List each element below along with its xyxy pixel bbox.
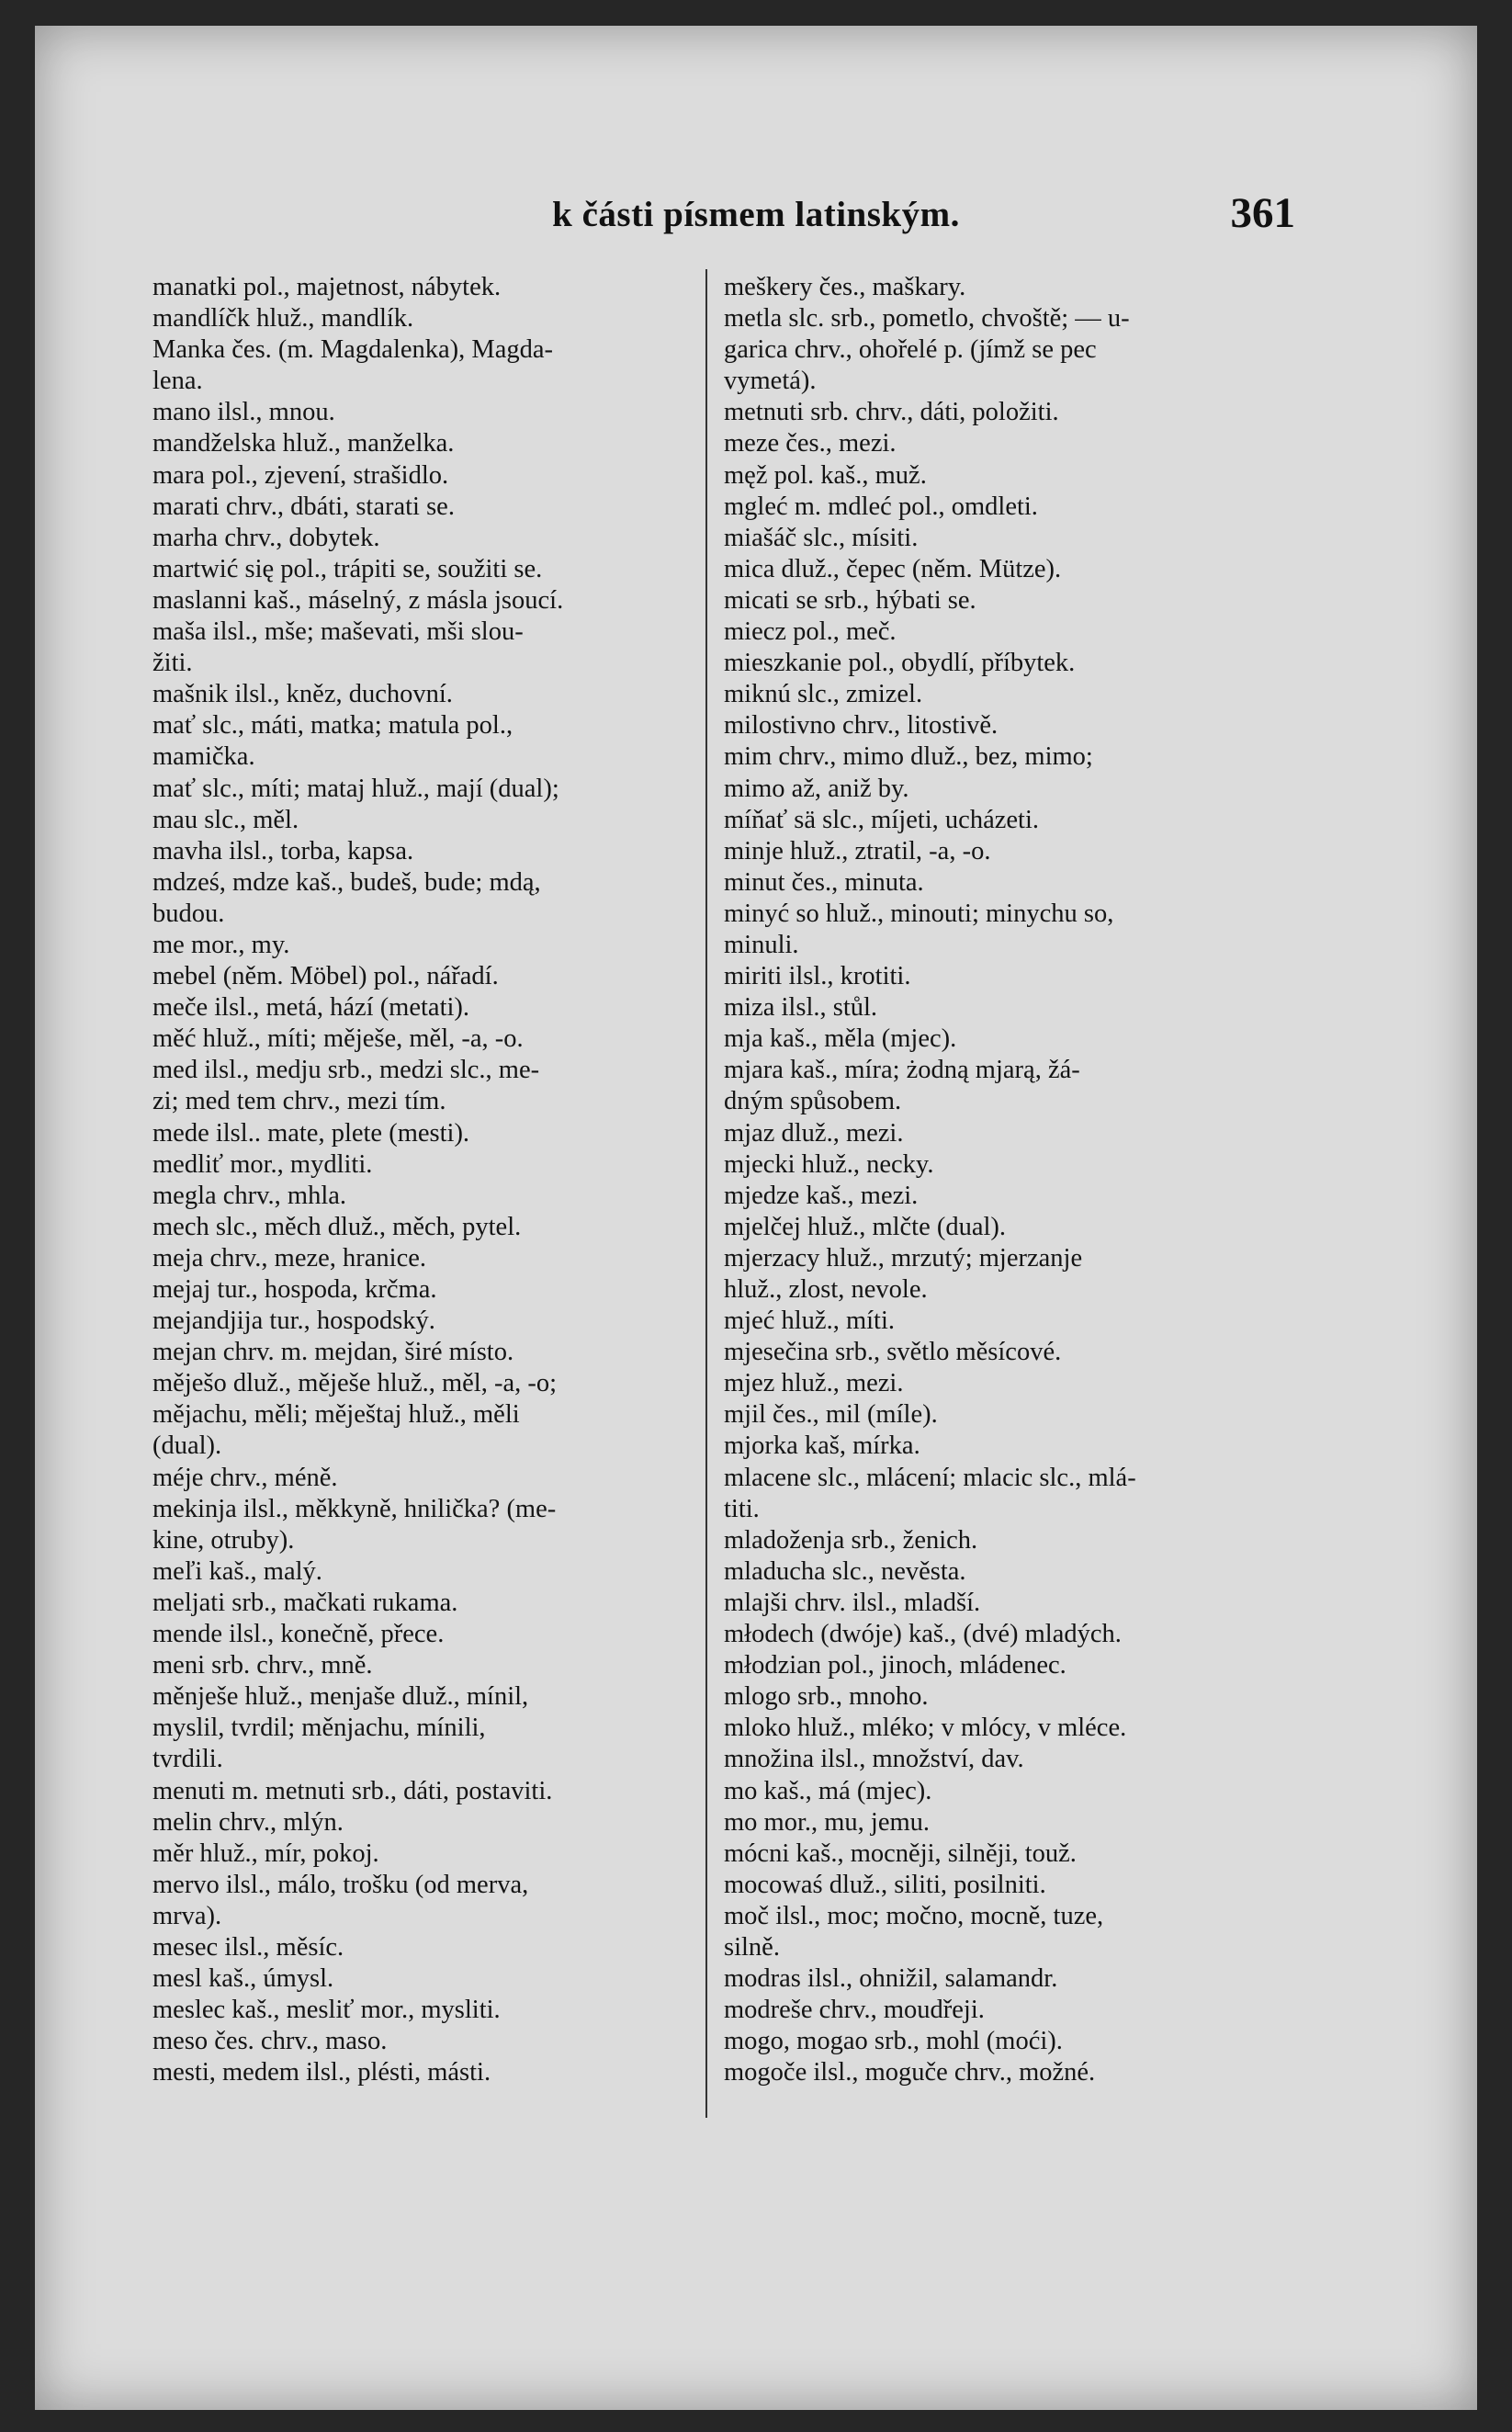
page-header bbox=[35, 187, 1477, 242]
dictionary-line: miecz pol., meč. bbox=[724, 617, 897, 647]
column-divider bbox=[705, 269, 707, 2118]
dictionary-line: mejandjija tur., hospodský. bbox=[152, 1306, 435, 1336]
dictionary-line: budou. bbox=[152, 899, 225, 928]
dictionary-line: tvrdili. bbox=[152, 1745, 223, 1774]
dictionary-line: zi; med tem chrv., mezi tím. bbox=[152, 1087, 446, 1116]
dictionary-line: mja kaš., měla (mjec). bbox=[724, 1024, 957, 1054]
dictionary-line: mjez hluž., mezi. bbox=[724, 1369, 904, 1398]
running-title: k části písmem latinským. bbox=[552, 195, 960, 234]
dictionary-line: miašáč slc., mísiti. bbox=[724, 523, 919, 552]
dictionary-line: hluž., zlost, nevole. bbox=[724, 1275, 928, 1304]
dictionary-line: (dual). bbox=[152, 1431, 222, 1461]
dictionary-line: měnješe hluž., menjaše dluž., mínil, bbox=[152, 1682, 529, 1712]
dictionary-line: mašnik ilsl., kněz, duchovní. bbox=[152, 680, 453, 709]
dictionary-line: mrva). bbox=[152, 1901, 222, 1930]
dictionary-line: mesl kaš., úmysl. bbox=[152, 1964, 334, 1994]
dictionary-line: marati chrv., dbáti, starati se. bbox=[152, 492, 455, 521]
dictionary-line: miza ilsl., stůl. bbox=[724, 993, 878, 1023]
dictionary-line: mlacene slc., mlácení; mlacic slc., mlá- bbox=[724, 1463, 1136, 1492]
dictionary-line: mimo až, aniž by. bbox=[724, 774, 909, 803]
dictionary-line: mladucha slc., nevěsta. bbox=[724, 1556, 966, 1586]
dictionary-line: žiti. bbox=[152, 649, 193, 678]
dictionary-line: medliť mor., mydliti. bbox=[152, 1149, 373, 1179]
dictionary-line: mejan chrv. m. mejdan, širé místo. bbox=[152, 1338, 514, 1367]
dictionary-line: med ilsl., medju srb., medzi slc., me- bbox=[152, 1056, 540, 1085]
dictionary-line: minyć so hluž., minouti; minychu so, bbox=[724, 899, 1114, 928]
dictionary-line: mo kaš., má (mjec). bbox=[724, 1776, 932, 1805]
dictionary-line: męž pol. kaš., muž. bbox=[724, 460, 927, 490]
dictionary-line: mech slc., měch dluž., měch, pytel. bbox=[152, 1212, 522, 1241]
dictionary-line: marha chrv., dobytek. bbox=[152, 523, 380, 552]
dictionary-line: meče ilsl., metá, hází (metati). bbox=[152, 993, 470, 1023]
dictionary-line: mjil čes., mil (míle). bbox=[724, 1400, 938, 1430]
dictionary-line: megla chrv., mhla. bbox=[152, 1181, 347, 1210]
dictionary-line: młodzian pol., jinoch, mládenec. bbox=[724, 1651, 1066, 1680]
dictionary-line: silně. bbox=[724, 1932, 780, 1962]
dictionary-line: mjorka kaš, mírka. bbox=[724, 1431, 920, 1461]
dictionary-line: mladoženja srb., ženich. bbox=[724, 1525, 978, 1555]
dictionary-line: młodech (dwóje) kaš., (dvé) mladých. bbox=[724, 1620, 1122, 1649]
dictionary-line: mara pol., zjevení, strašidlo. bbox=[152, 460, 449, 490]
dictionary-line: mamička. bbox=[152, 742, 255, 772]
dictionary-line: manatki pol., majetnost, nábytek. bbox=[152, 273, 502, 301]
dictionary-line: metnuti srb. chrv., dáti, položiti. bbox=[724, 398, 1059, 427]
page-number: 361 bbox=[1230, 189, 1295, 237]
dictionary-line: mjeć hluž., míti. bbox=[724, 1306, 896, 1336]
dictionary-line: mjelčej hluž., mlčte (dual). bbox=[724, 1212, 1007, 1241]
dictionary-line: měr hluž., mír, pokoj. bbox=[152, 1838, 379, 1868]
dictionary-line: mervo ilsl., málo, trošku (od merva, bbox=[152, 1870, 529, 1899]
dictionary-line: menuti m. metnuti srb., dáti, postaviti. bbox=[152, 1776, 553, 1805]
dictionary-line: moč ilsl., moc; močno, mocně, tuze, bbox=[724, 1901, 1104, 1930]
dictionary-line: melin chrv., mlýn. bbox=[152, 1807, 344, 1837]
dictionary-line: mende ilsl., konečně, přece. bbox=[152, 1620, 445, 1649]
dictionary-line: maslanni kaš., máselný, z másla jsoucí. bbox=[152, 585, 564, 615]
dictionary-line: meľi kaš., malý. bbox=[152, 1556, 322, 1586]
dictionary-line: mjedze kaš., mezi. bbox=[724, 1181, 919, 1210]
dictionary-line: garica chrv., ohořelé p. (jímž se pec bbox=[724, 335, 1097, 365]
dictionary-line: titi. bbox=[724, 1494, 760, 1523]
dictionary-line: mica dluž., čepec (něm. Mütze). bbox=[724, 554, 1062, 583]
left-column bbox=[152, 272, 694, 2088]
dictionary-line: mať slc., máti, matka; matula pol., bbox=[152, 711, 513, 741]
dictionary-line: mau slc., měl. bbox=[152, 805, 299, 834]
dictionary-line: mlogo srb., mnoho. bbox=[724, 1682, 929, 1712]
dictionary-line: mloko hluž., mléko; v mlócy, v mléce. bbox=[724, 1714, 1127, 1743]
dictionary-line: minje hluž., ztratil, -a, -o. bbox=[724, 836, 991, 865]
dictionary-line: micati se srb., hýbati se. bbox=[724, 585, 976, 615]
dictionary-line: méje chrv., méně. bbox=[152, 1463, 338, 1492]
dictionary-line: mjara kaš., míra; żodną mjarą, žá- bbox=[724, 1056, 1080, 1085]
book-page bbox=[35, 26, 1477, 2410]
dictionary-line: meškery čes., maškary. bbox=[724, 273, 966, 301]
dictionary-line: mieszkanie pol., obydlí, příbytek. bbox=[724, 649, 1076, 678]
dictionary-line: maša ilsl., mše; maševati, mši slou- bbox=[152, 617, 524, 647]
dictionary-line: mdześ, mdze kaš., budeš, bude; mdą, bbox=[152, 867, 541, 897]
dictionary-line: minuli. bbox=[724, 930, 799, 959]
dictionary-line: lena. bbox=[152, 367, 203, 396]
dictionary-line: mejaj tur., hospoda, krčma. bbox=[152, 1275, 437, 1304]
dictionary-line: martwić się pol., trápiti se, soužiti se. bbox=[152, 554, 543, 583]
dictionary-line: míňať sä slc., míjeti, ucházeti. bbox=[724, 805, 1039, 834]
dictionary-line: mogo, mogao srb., mohl (moći). bbox=[724, 2027, 1063, 2056]
dictionary-line: mede ilsl.. mate, plete (mesti). bbox=[152, 1118, 470, 1148]
dictionary-line: mandlíčk hluž., mandlík. bbox=[152, 304, 414, 334]
dictionary-line: mekinja ilsl., měkkyně, hnilička? (me- bbox=[152, 1494, 557, 1523]
dictionary-line: mgleć m. mdleć pol., omdleti. bbox=[724, 492, 1038, 521]
dictionary-line: meso čes. chrv., maso. bbox=[152, 2027, 388, 2056]
dictionary-line: množina ilsl., množství, dav. bbox=[724, 1745, 1024, 1774]
dictionary-line: vymetá). bbox=[724, 367, 817, 396]
dictionary-line: meslec kaš., mesliť mor., mysliti. bbox=[152, 1996, 501, 2025]
dictionary-line: mócni kaš., mocněji, silněji, touž. bbox=[724, 1838, 1077, 1868]
dictionary-line: mebel (něm. Möbel) pol., nářadí. bbox=[152, 962, 499, 991]
dictionary-line: miriti ilsl., krotiti. bbox=[724, 962, 911, 991]
dictionary-line: kine, otruby). bbox=[152, 1525, 295, 1555]
dictionary-line: mjerzacy hluž., mrzutý; mjerzanje bbox=[724, 1243, 1083, 1273]
dictionary-line: minut čes., minuta. bbox=[724, 867, 924, 897]
dictionary-line: mať slc., míti; mataj hluž., mají (dual); bbox=[152, 774, 559, 803]
dictionary-line: měć hluž., míti; měješe, měl, -a, -o. bbox=[152, 1024, 524, 1054]
dictionary-line: mějachu, měli; měještaj hluž., měli bbox=[152, 1400, 520, 1430]
dictionary-line: meja chrv., meze, hranice. bbox=[152, 1243, 427, 1273]
dictionary-line: mano ilsl., mnou. bbox=[152, 398, 335, 427]
dictionary-line: miknú slc., zmizel. bbox=[724, 680, 923, 709]
dictionary-line: mjecki hluž., necky. bbox=[724, 1149, 934, 1179]
dictionary-line: modreše chrv., moudřeji. bbox=[724, 1996, 985, 2025]
dictionary-line: metla slc. srb., pometlo, chvoště; — u- bbox=[724, 304, 1130, 334]
dictionary-line: mesti, medem ilsl., plésti, másti. bbox=[152, 2058, 491, 2087]
dictionary-line: mogoče ilsl., moguče chrv., možné. bbox=[724, 2058, 1096, 2087]
dictionary-line: meze čes., mezi. bbox=[724, 429, 897, 458]
dictionary-line: mocowaś dluž., siliti, posilniti. bbox=[724, 1870, 1046, 1899]
dictionary-line: myslil, tvrdil; měnjachu, mínili, bbox=[152, 1714, 486, 1743]
dictionary-line: mandželska hluž., manželka. bbox=[152, 429, 455, 458]
dictionary-line: mo mor., mu, jemu. bbox=[724, 1807, 931, 1837]
dictionary-line: mesec ilsl., měsíc. bbox=[152, 1932, 344, 1962]
dictionary-line: měješo dluž., měješe hluž., měl, -a, -o; bbox=[152, 1369, 558, 1398]
dictionary-line: mjaz dluž., mezi. bbox=[724, 1118, 904, 1148]
dictionary-line: mjesečina srb., světlo měsícové. bbox=[724, 1338, 1062, 1367]
dictionary-line: mlajši chrv. ilsl., mladší. bbox=[724, 1588, 981, 1617]
dictionary-line: milostivno chrv., litostivě. bbox=[724, 711, 999, 741]
dictionary-line: dným spůsobem. bbox=[724, 1087, 902, 1116]
dictionary-line: meljati srb., mačkati rukama. bbox=[152, 1588, 458, 1617]
right-column bbox=[724, 272, 1273, 2088]
dictionary-line: modras ilsl., ohnižil, salamandr. bbox=[724, 1964, 1058, 1994]
dictionary-line: me mor., my. bbox=[152, 930, 290, 959]
dictionary-line: Manka čes. (m. Magdalenka), Magda- bbox=[152, 335, 554, 365]
dictionary-line: meni srb. chrv., mně. bbox=[152, 1651, 373, 1680]
dictionary-line: mim chrv., mimo dluž., bez, mimo; bbox=[724, 742, 1093, 772]
dictionary-line: mavha ilsl., torba, kapsa. bbox=[152, 836, 414, 865]
